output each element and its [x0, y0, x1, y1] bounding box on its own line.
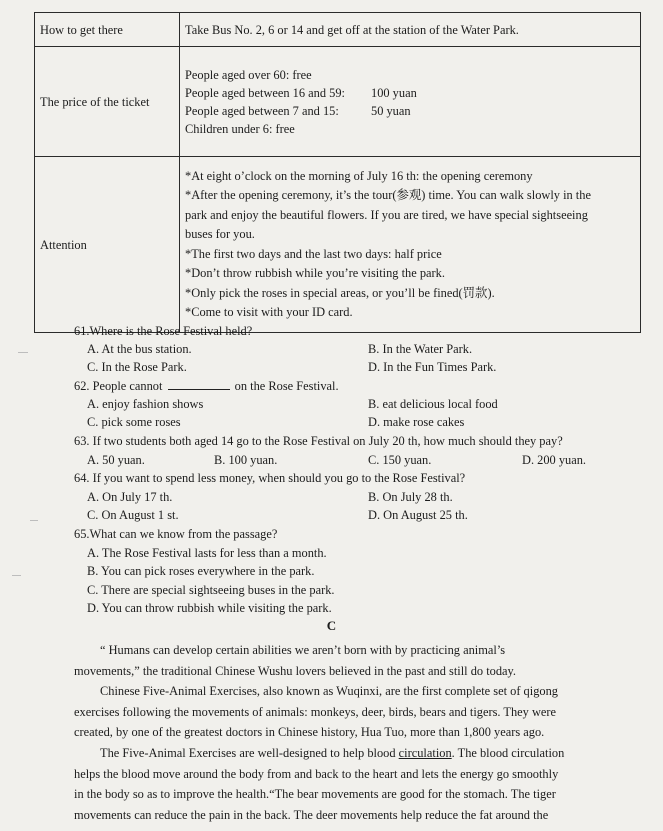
row-label: The price of the ticket	[35, 47, 180, 157]
option-b: B. In the Water Park.	[368, 342, 473, 356]
table-text: park and enjoy the beautiful flowers. If you are tired, we have special sightseeing	[185, 207, 588, 222]
option-a: A. The Rose Festival lasts for less than a month.	[87, 546, 327, 560]
price-group: Children under 6: free	[185, 121, 295, 136]
option-d: D. make rose cakes	[368, 415, 465, 429]
price-amount: 100 yuan	[371, 85, 417, 100]
stem-part: 62. People cannot	[74, 379, 163, 393]
question-stem: 64. If you want to spend less money, when should you go to the Rose Festival?	[74, 471, 466, 485]
paragraph-line: in the body so as to improve the health.“The bear movements are good for the stomach. The tiger	[74, 787, 556, 801]
table-text: *Don’t throw rubbish while you’re visiting the park.	[185, 266, 445, 280]
option-b: B. 100 yuan.	[214, 453, 278, 467]
row-content	[180, 157, 641, 333]
price-group: People aged between 7 and 15:	[185, 103, 339, 118]
paragraph-line: created, by one of the greatest doctors in Chinese history, Hua Tuo, more than 1,800 years ago.	[74, 725, 545, 739]
option-a: A. 50 yuan.	[87, 453, 145, 467]
question-stem: 61.Where is the Rose Festival held?	[74, 324, 253, 338]
option-c: C. 150 yuan.	[368, 453, 432, 467]
option-c: C. In the Rose Park.	[87, 360, 187, 374]
option-c: C. pick some roses	[87, 415, 181, 429]
table-row	[35, 13, 641, 47]
paragraph-3	[74, 743, 608, 825]
table-row	[35, 157, 641, 333]
question-stem	[74, 377, 339, 395]
option-b: B. You can pick roses everywhere in the park.	[87, 564, 315, 578]
scan-mark	[18, 352, 28, 353]
table-text: *Come to visit with your ID card.	[185, 305, 353, 319]
option-b: B. eat delicious local food	[368, 397, 498, 411]
table-text: buses for you.	[185, 227, 255, 241]
paragraph-line	[74, 743, 608, 764]
question-stem: 65.What can we know from the passage?	[74, 527, 278, 541]
option-c: C. On August 1 st.	[87, 508, 179, 522]
table-text: Take Bus No. 2, 6 or 14 and get off at the station of the Water Park.	[185, 22, 519, 37]
paragraph-2	[74, 681, 608, 743]
row-label: How to get there	[35, 13, 180, 47]
answer-blank	[168, 377, 230, 390]
price-group: People aged over 60: free	[185, 67, 312, 82]
option-d: D. 200 yuan.	[522, 453, 587, 467]
option-d: D. You can throw rubbish while visiting the park.	[87, 601, 332, 615]
festival-info-table	[34, 12, 641, 333]
option-a: A. At the bus station.	[87, 342, 192, 356]
text-run: The Five-Animal Exercises are well-designed to help blood	[100, 746, 399, 760]
paragraph-1	[74, 640, 608, 681]
underlined-word: circulation	[398, 746, 452, 760]
table-row	[35, 47, 641, 157]
price-line	[185, 84, 635, 102]
option-b: B. On July 28 th.	[368, 490, 453, 504]
section-heading: C	[326, 618, 337, 633]
scan-mark	[30, 520, 38, 521]
option-a: A. enjoy fashion shows	[87, 397, 204, 411]
price-line	[185, 102, 635, 120]
table-text: *The first two days and the last two days: half price	[185, 246, 442, 261]
row-label: Attention	[35, 157, 180, 333]
row-content	[180, 47, 641, 157]
price-line	[185, 66, 635, 84]
paragraph-line: movements,” the traditional Chinese Wushu lovers believed in the past and still do today.	[74, 663, 517, 678]
option-d: D. On August 25 th.	[368, 508, 468, 522]
text-run: . The blood circulation	[451, 746, 565, 760]
stem-part: on the Rose Festival.	[234, 379, 339, 393]
table-text: *Only pick the roses in special areas, or you’ll be fined(罚款).	[185, 285, 495, 300]
question-stem: 63. If two students both aged 14 go to the Rose Festival on July 20 th, how much should they pay?	[74, 434, 563, 448]
option-d: D. In the Fun Times Park.	[368, 360, 497, 374]
table-text: *At eight o’clock on the morning of July 16 th: the opening ceremony	[185, 168, 533, 183]
row-content	[180, 13, 641, 47]
option-a: A. On July 17 th.	[87, 490, 173, 504]
paragraph-line: Chinese Five-Animal Exercises, also known as Wuqinxi, are the first complete set of qigong	[100, 684, 558, 698]
paragraph-line: “ Humans can develop certain abilities we aren’t born with by practicing animal’s	[100, 643, 506, 657]
price-group: People aged between 16 and 59:	[185, 85, 345, 100]
price-amount: 50 yuan	[371, 103, 411, 118]
price-line	[185, 120, 635, 138]
paragraph-line: helps the blood move around the body from and back to the heart and lets the energy go smoothly	[74, 766, 559, 781]
paragraph-line: movements can reduce the pain in the back. The deer movements help reduce the fat around the	[74, 807, 549, 822]
option-c: C. There are special sightseeing buses in the park.	[87, 583, 335, 597]
paragraph-line: exercises following the movements of animals: monkeys, deer, birds, bears and tigers. They were	[74, 704, 557, 719]
table-text: *After the opening ceremony, it’s the tour(参观) time. You can walk slowly in the	[185, 188, 591, 202]
scan-mark	[12, 575, 21, 576]
